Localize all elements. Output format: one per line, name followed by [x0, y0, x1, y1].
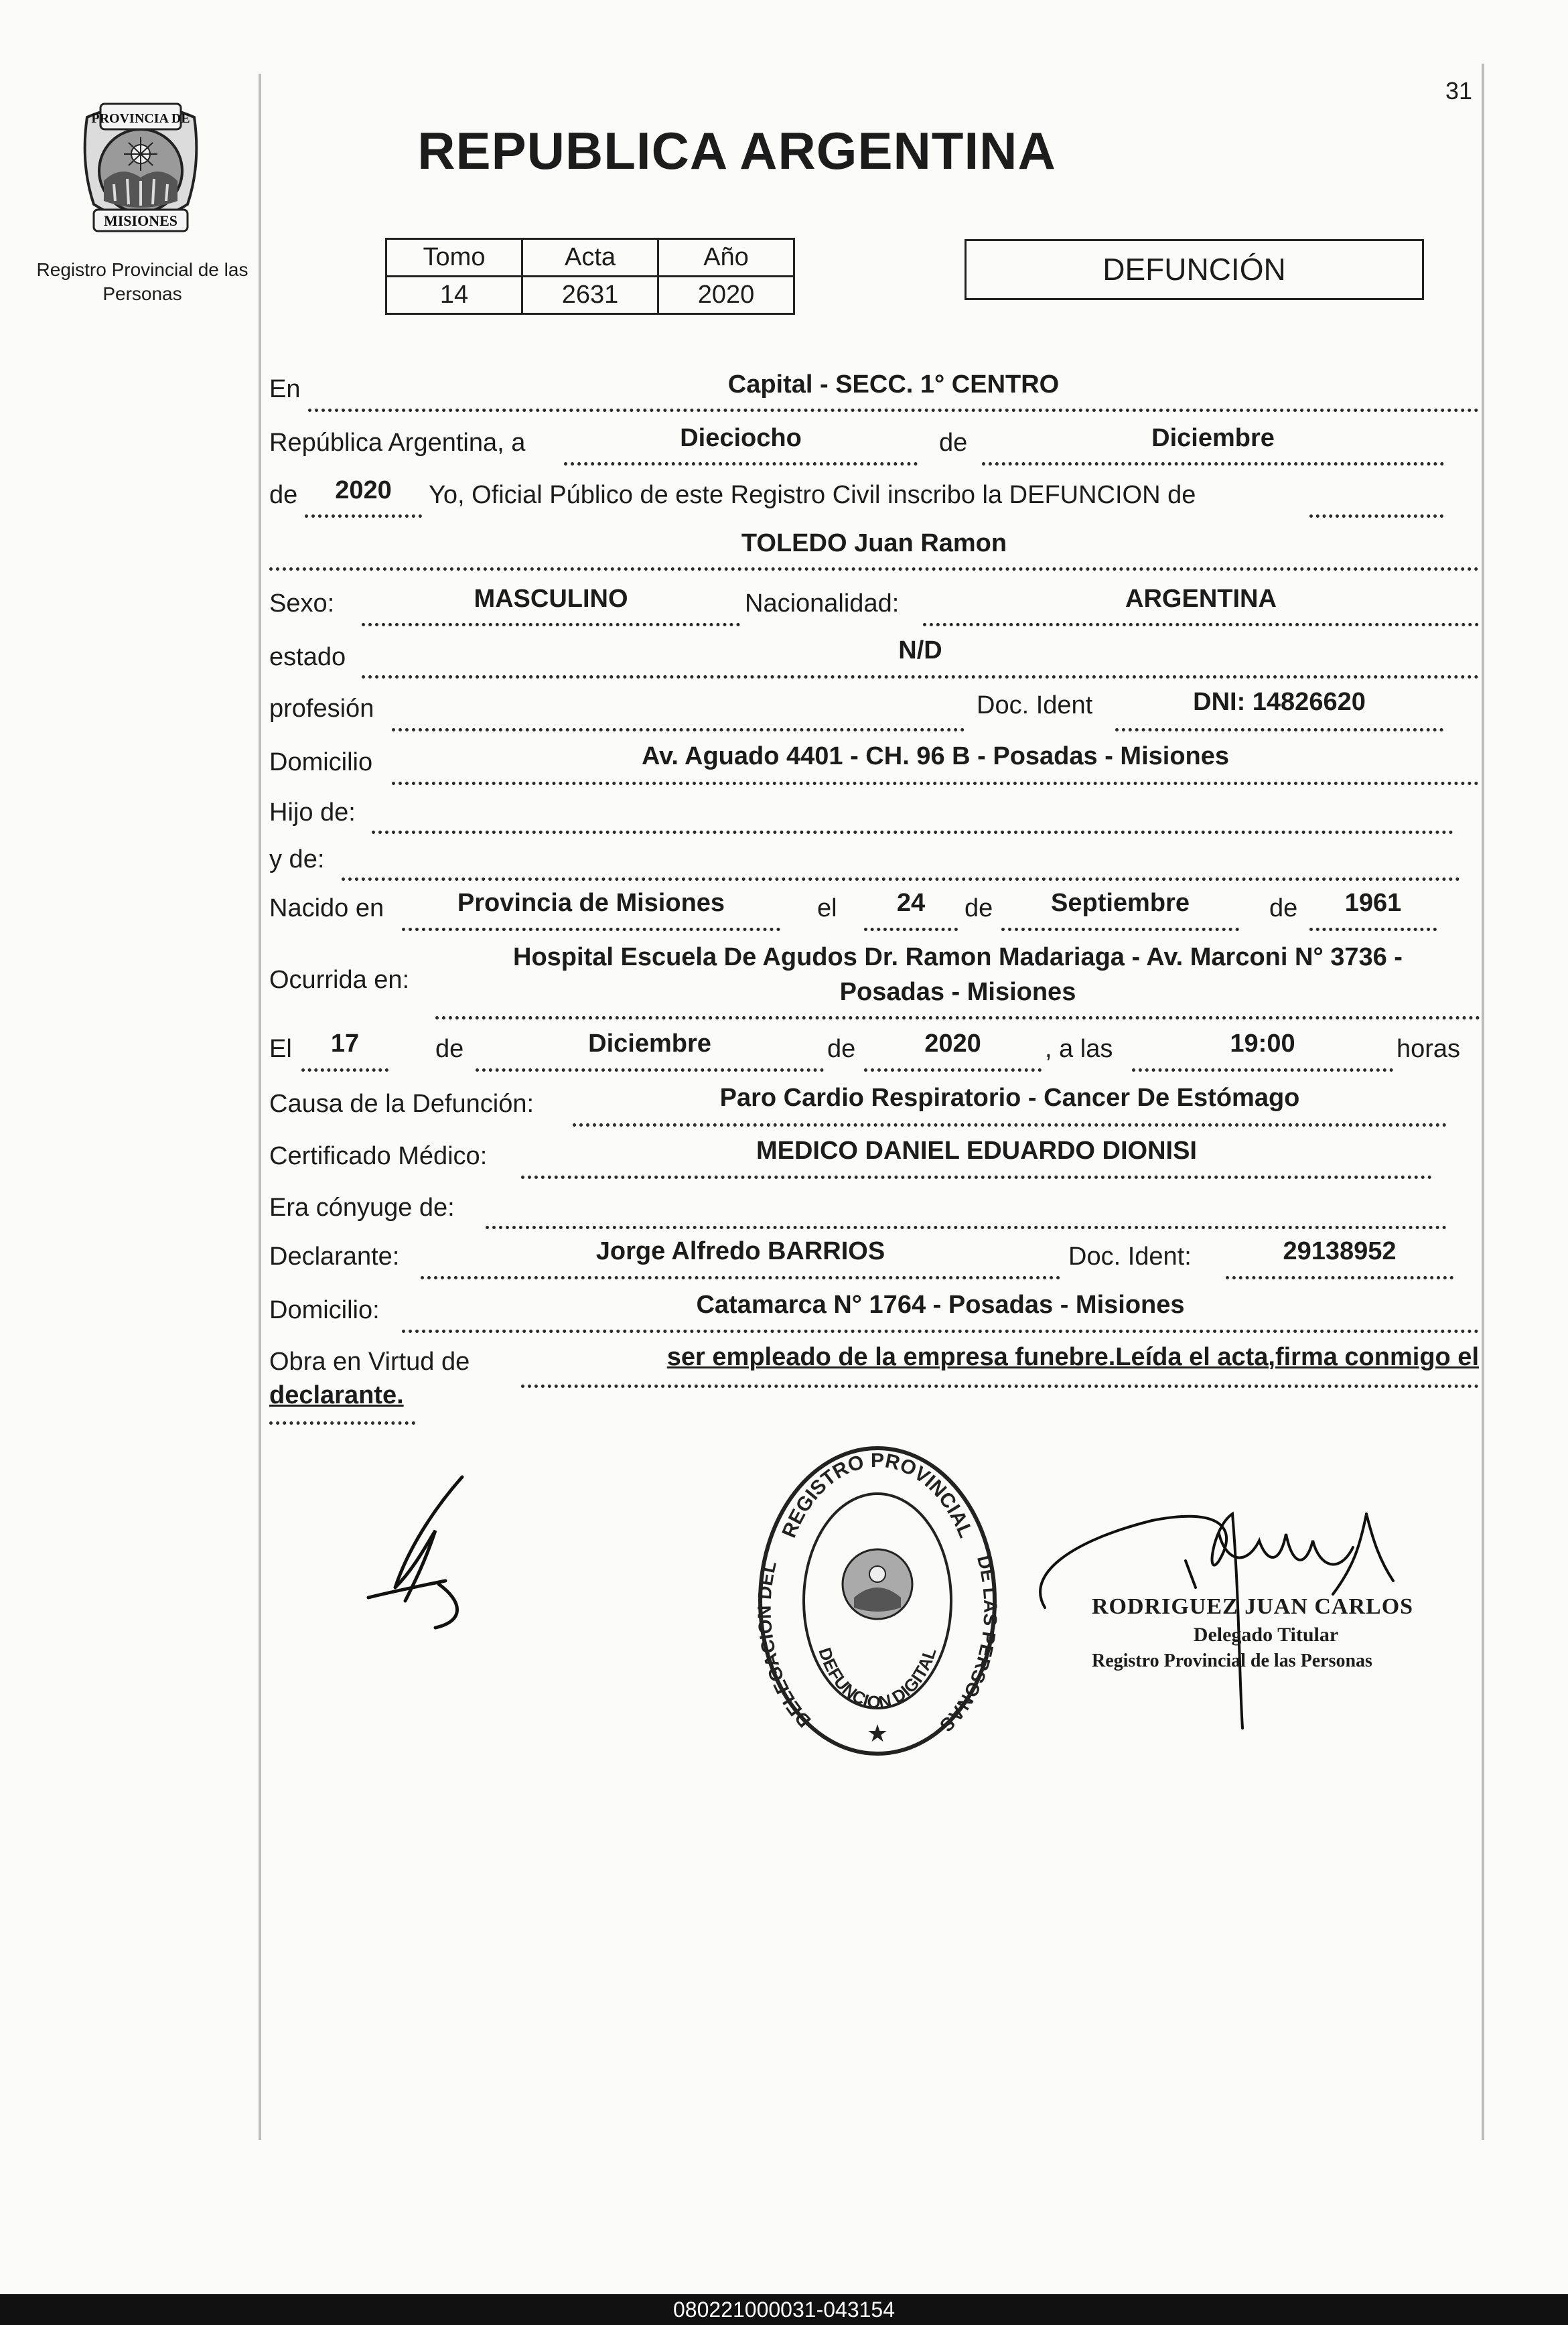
profesion-field-line	[392, 695, 965, 731]
causa-label: Causa de la Defunción:	[269, 1090, 534, 1118]
official-name: RODRIGUEZ JUAN CARLOS	[1092, 1594, 1414, 1619]
stamp-inner: DEFUNCION DIGITAL	[814, 1644, 940, 1713]
domicilio2-label: Domicilio:	[269, 1296, 380, 1324]
causa-value: Paro Cardio Respiratorio - Cancer De Estómago	[719, 1084, 1300, 1112]
official-signature-block	[1092, 1594, 1440, 1672]
de-death-month-label: de	[435, 1035, 464, 1063]
day-value: Dieciocho	[680, 424, 802, 452]
year-value: 2020	[335, 476, 392, 504]
domicilio-value: Av. Aguado 4401 - CH. 96 B - Posadas - Misiones	[641, 742, 1230, 770]
seal-bottom-text: MISIONES	[103, 212, 178, 229]
en-label: En	[269, 375, 301, 403]
hijo-field-line	[372, 797, 1453, 834]
death-day: 17	[330, 1030, 360, 1058]
de-birth-year-label: de	[1269, 894, 1298, 922]
acta-value: 2631	[522, 277, 658, 314]
record-type-box: DEFUNCIÓN	[965, 239, 1424, 300]
right-margin-rule	[1482, 64, 1484, 2140]
declarant-signature	[355, 1467, 489, 1634]
tomo-value: 14	[386, 277, 522, 314]
anio-value: 2020	[658, 277, 794, 314]
province-seal-icon	[74, 90, 208, 239]
conyuge-field-line	[486, 1192, 1447, 1229]
el-label: el	[817, 894, 837, 922]
stamp-outer-right: DE LAS PERSONAS	[936, 1553, 1001, 1736]
birth-year: 1961	[1344, 889, 1402, 917]
registry-table	[385, 238, 795, 315]
ocurrida-line1: Hospital Escuela De Agudos Dr. Ramon Madariaga - Av. Marconi N° 3736 -	[513, 943, 1403, 971]
en-value: Capital - SECC. 1° CENTRO	[727, 370, 1060, 399]
deceased-name: TOLEDO Juan Ramon	[741, 529, 1007, 557]
doc-ident-label: Doc. Ident	[977, 691, 1093, 719]
declarante-value: Jorge Alfredo BARRIOS	[595, 1237, 885, 1265]
birth-day: 24	[896, 889, 926, 917]
nacido-value: Provincia de Misiones	[457, 889, 725, 917]
estado-label: estado	[269, 643, 346, 671]
doc2-label: Doc. Ident:	[1068, 1243, 1192, 1271]
domicilio-label: Domicilio	[269, 748, 373, 776]
svg-text:REGISTRO PROVINCIAL	[778, 1450, 977, 1541]
doc2-value: 29138952	[1283, 1237, 1397, 1265]
estado-value: N/D	[898, 636, 942, 664]
registry-value-row	[386, 277, 794, 314]
declarante-label: Declarante:	[269, 1243, 400, 1271]
alas-label: , a las	[1045, 1035, 1113, 1063]
official-stamp	[750, 1440, 1005, 1762]
conyuge-label: Era cónyuge de:	[269, 1194, 455, 1222]
doc-ident-value: DNI: 14826620	[1193, 688, 1366, 716]
hijo-label: Hijo de:	[269, 798, 356, 827]
month-value: Diciembre	[1151, 424, 1275, 452]
registry-header-row	[386, 239, 794, 277]
stamp-outer-left: DELEGACION DEL	[754, 1559, 815, 1732]
svg-text:DEFUNCION DIGITAL	[814, 1645, 940, 1713]
stamp-star-icon: ★	[866, 1719, 889, 1747]
horas-label: horas	[1397, 1035, 1461, 1063]
sexo-label: Sexo:	[269, 589, 335, 618]
nacionalidad-value: ARGENTINA	[1125, 585, 1277, 613]
document-barcode-code: 080221000031-043154	[0, 2294, 1568, 2325]
official-role: Delegado Titular	[1193, 1624, 1339, 1646]
ocurrida-label: Ocurrida en:	[269, 966, 410, 994]
de-year-label: de	[269, 481, 298, 509]
de-label: de	[939, 429, 968, 457]
nacionalidad-label: Nacionalidad:	[745, 589, 900, 618]
obra-label: Obra en Virtud de	[269, 1348, 470, 1376]
official-org: Registro Provincial de las Personas	[1092, 1650, 1372, 1671]
death-time: 19:00	[1230, 1030, 1295, 1058]
certificado-label: Certificado Médico:	[269, 1142, 488, 1170]
el-cap-label: El	[269, 1035, 292, 1063]
de-death-year-label: de	[827, 1035, 856, 1063]
obra-value-line1: ser empleado de la empresa funebre.Leída el acta,firma conmigo el	[666, 1343, 1479, 1371]
republica-label: República Argentina, a	[269, 429, 526, 457]
sexo-value: MASCULINO	[474, 585, 628, 613]
death-year: 2020	[924, 1030, 981, 1058]
birth-month: Septiembre	[1051, 889, 1190, 917]
acta-header: Acta	[522, 239, 658, 277]
registry-org-name: Registro Provincial de las Personas	[36, 259, 248, 304]
certificado-value: MEDICO DANIEL EDUARDO DIONISI	[756, 1137, 1197, 1165]
death-month: Diciembre	[588, 1030, 711, 1058]
domicilio2-value: Catamarca N° 1764 - Posadas - Misiones	[696, 1291, 1185, 1319]
yo-trailing-line	[1309, 481, 1443, 518]
yde-label: y de:	[269, 845, 325, 873]
left-margin-rule	[259, 74, 261, 2140]
seal-top-text: PROVINCIA DE	[91, 111, 190, 126]
de-birth-month-label: de	[965, 894, 993, 922]
nacido-label: Nacido en	[269, 894, 384, 922]
yo-text: Yo, Oficial Público de este Registro Civil inscribo la DEFUNCION de	[429, 481, 1196, 509]
page-number: 31	[1445, 77, 1473, 104]
stamp-outer-top: REGISTRO PROVINCIAL	[778, 1449, 977, 1541]
yde-field-line	[342, 844, 1460, 881]
obra-value-line2: declarante.	[269, 1381, 404, 1409]
ocurrida-line2: Posadas - Misiones	[839, 978, 1076, 1006]
profesion-label: profesión	[269, 695, 374, 723]
document-title: REPUBLICA ARGENTINA	[417, 121, 1056, 180]
tomo-header: Tomo	[386, 239, 522, 277]
anio-header: Año	[658, 239, 794, 277]
